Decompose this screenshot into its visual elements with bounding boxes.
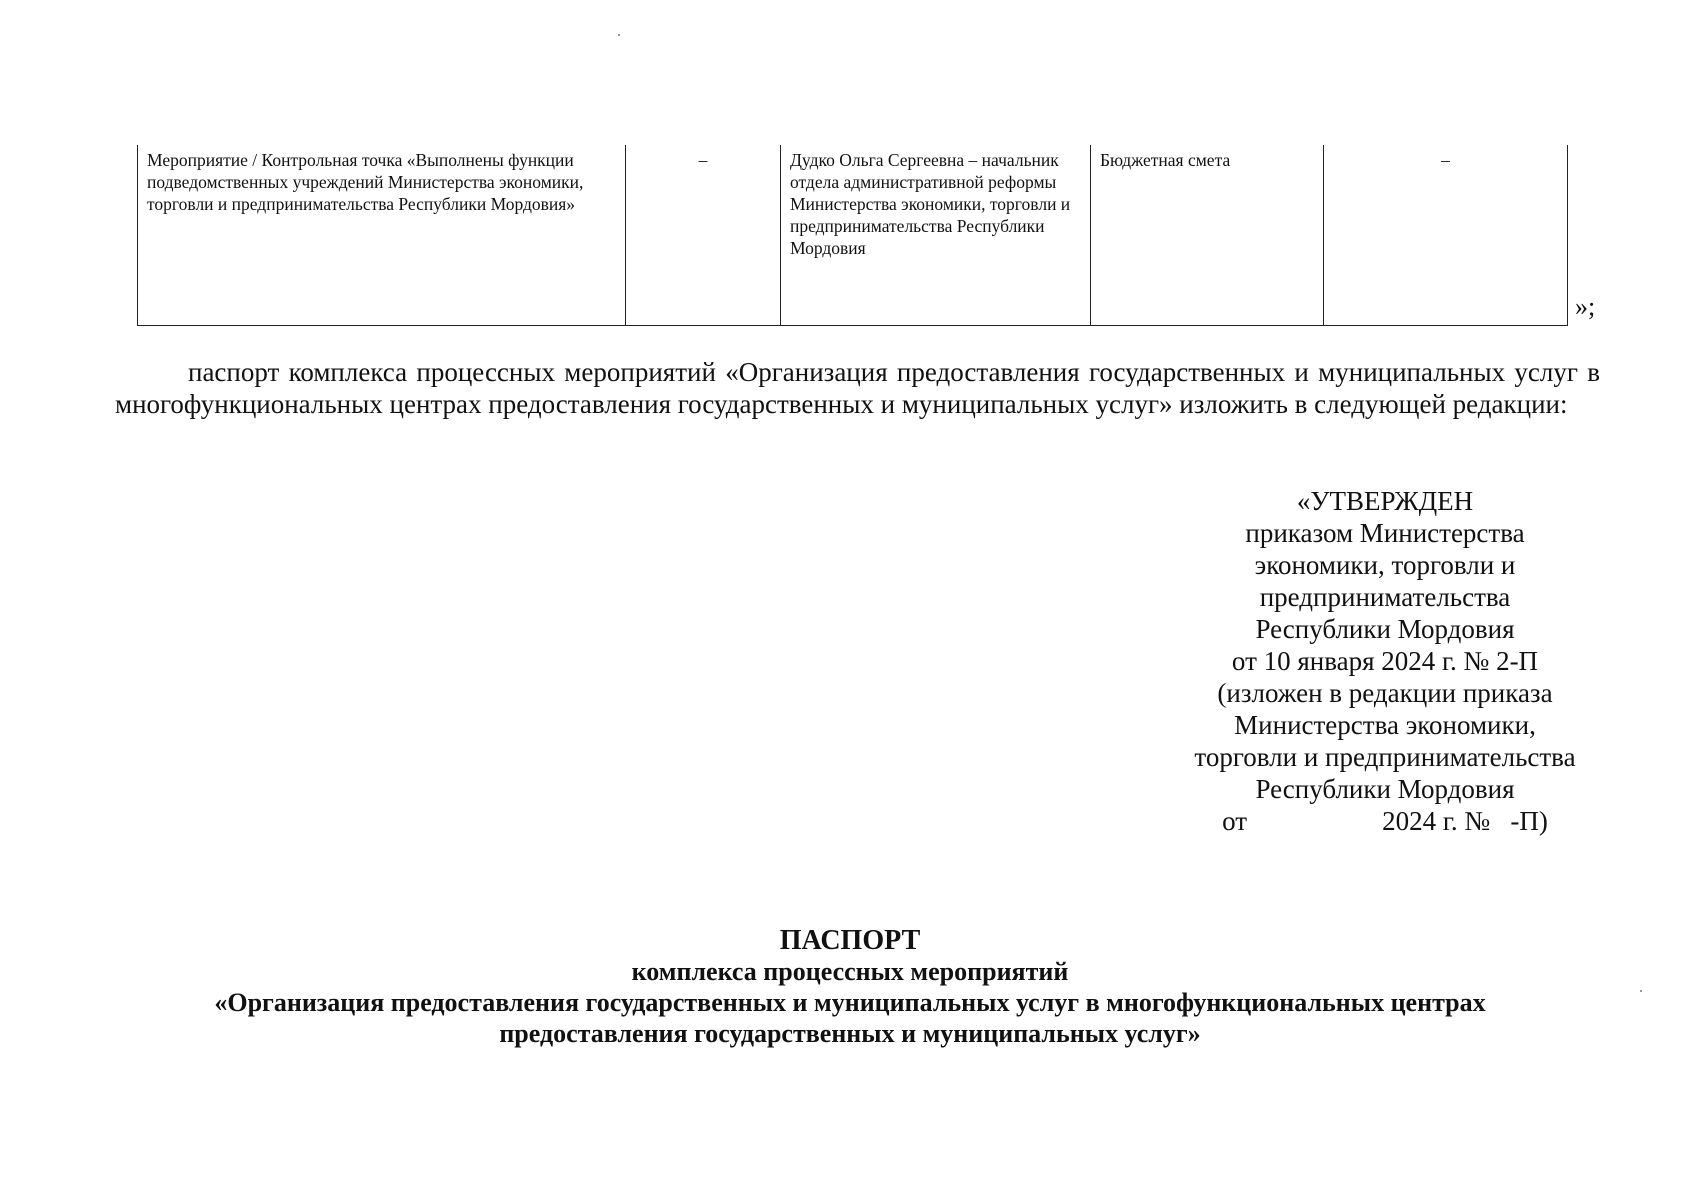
measures-table <box>137 145 1568 326</box>
title-name-line: предоставления государственных и муниципальных услуг» <box>499 1019 1201 1048</box>
title-sub: комплекса процессных мероприятий <box>631 957 1069 986</box>
approval-block <box>1150 485 1620 837</box>
title-name-line: «Организация предоставления государственных и муниципальных услуг в многофункциональных центрах <box>214 988 1486 1017</box>
approval-line: от 2024 г. № -П) <box>1222 806 1548 836</box>
responsible-cell: Дудко Ольга Сергеевна – начальник отдела административной реформы Министерства экономики, торговли и предпринимательства Республики Мордовия <box>781 145 1091 326</box>
intro-paragraph: паспорт комплекса процессных мероприятий «Организация предоставления государственных и муниципальных услуг в многофункциональных центрах предоставления государственных и муниципальных услуг» изложить в следующей редакции: <box>115 357 1600 419</box>
scan-artifact <box>618 34 620 36</box>
approval-line: Республики Мордовия <box>1255 774 1515 804</box>
extra-cell: – <box>1324 145 1568 326</box>
passport-title <box>100 925 1600 1049</box>
approval-line: экономики, торговли и <box>1254 550 1516 580</box>
document-cell: Бюджетная смета <box>1091 145 1324 326</box>
approval-line: «УТВЕРЖДЕН <box>1296 486 1474 516</box>
value-cell: – <box>626 145 781 326</box>
approval-line: торговли и предпринимательства <box>1194 742 1576 772</box>
closing-quote: »; <box>1575 292 1596 321</box>
scan-artifact <box>1640 990 1642 992</box>
table-row <box>138 145 1568 326</box>
approval-line: предпринимательства <box>1259 582 1511 612</box>
approval-line: от 10 января 2024 г. № 2-П <box>1231 646 1539 676</box>
approval-line: Республики Мордовия <box>1255 614 1515 644</box>
approval-line: приказом Министерства <box>1245 518 1525 548</box>
approval-line: Министерства экономики, <box>1234 710 1536 740</box>
approval-line: (изложен в редакции приказа <box>1217 678 1553 708</box>
title-main: ПАСПОРТ <box>779 925 921 956</box>
measure-name-cell: Мероприятие / Контрольная точка «Выполнены функции подведомственных учреждений Министерства экономики, торговли и предпринимательства Республики Мордовия» <box>138 145 626 326</box>
continued-table <box>137 145 1567 326</box>
